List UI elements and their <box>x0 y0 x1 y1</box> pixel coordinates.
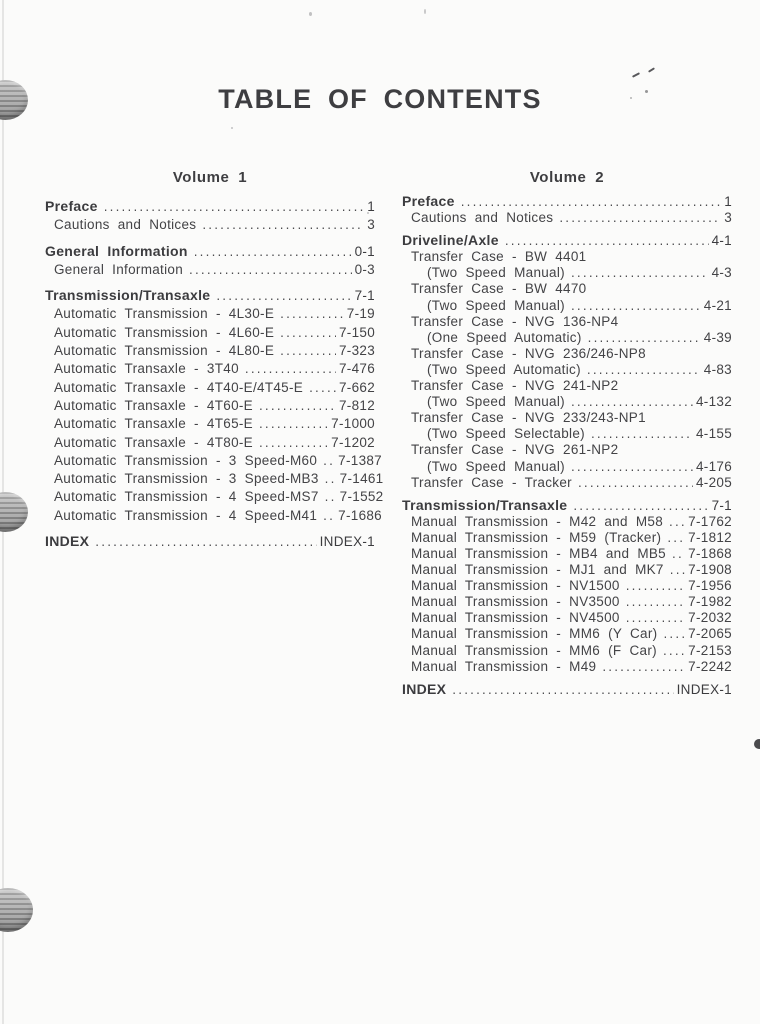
toc-entry-row <box>402 530 732 546</box>
leader-dots <box>325 470 337 488</box>
entry-label: Transfer Case - NVG 136-NP4 <box>411 313 619 329</box>
entry-page: 7-1 <box>711 497 732 513</box>
entry-label: Manual Transmission - M49 <box>411 658 597 674</box>
leader-dots <box>663 626 685 642</box>
entry-label: Manual Transmission - MJ1 and MK7 <box>411 562 664 578</box>
toc-entry-continuation <box>402 298 732 314</box>
entry-page: 7-19 <box>346 306 375 322</box>
entry-sublabel: (Two Speed Manual) <box>427 394 565 410</box>
leader-dots <box>309 379 336 397</box>
volume2-heading: Volume 2 <box>529 169 605 186</box>
leader-dots <box>573 497 708 514</box>
entry-label: Driveline/Axle <box>402 232 499 249</box>
toc-columns <box>0 169 760 698</box>
entry-page: 7-323 <box>338 343 375 359</box>
toc-entry-row <box>45 452 382 470</box>
entry-page: 7-150 <box>338 324 375 340</box>
entry-label: Transfer Case - NVG 236/246-NP8 <box>411 345 646 361</box>
entry-label: Automatic Transmission - 3 Speed-M60 <box>54 452 318 468</box>
entry-sublabel: (Two Speed Manual) <box>427 458 565 474</box>
leader-dots <box>602 659 685 675</box>
leader-dots <box>578 475 693 491</box>
entry-label: Preface <box>402 193 455 209</box>
entry-label: Transmission/Transaxle <box>402 496 568 513</box>
scan-speck <box>309 12 312 16</box>
scan-speck <box>645 90 648 93</box>
entry-page: 1 <box>724 194 732 209</box>
toc-entry-row <box>402 578 732 594</box>
toc-entry-row <box>45 242 375 261</box>
toc-entry-row <box>45 470 384 488</box>
entry-label: Automatic Transmission - 4 Speed-M41 <box>54 507 318 523</box>
leader-dots <box>452 681 673 698</box>
entry-page: 7-812 <box>338 397 375 413</box>
entry-label: Transfer Case - NVG 241-NP2 <box>411 378 619 394</box>
entry-label: Automatic Transmission - 4L80-E <box>54 343 275 359</box>
entry-label: Manual Transmission - M42 and M58 <box>411 513 663 529</box>
entry-page: 7-1000 <box>331 416 375 432</box>
toc-entry-row <box>45 342 375 360</box>
entry-label: Manual Transmission - NV1500 <box>411 578 620 594</box>
entry-label: Manual Transmission - M59 (Tracker) <box>411 529 662 545</box>
entry-page: 1 <box>367 199 375 214</box>
entry-page: 7-662 <box>338 379 375 395</box>
entry-label: Automatic Transmission - 3 Speed-MB3 <box>54 471 319 487</box>
entry-page: 7-2242 <box>688 658 732 674</box>
entry-page: 7-1868 <box>688 545 732 561</box>
toc-entry-row <box>402 378 732 394</box>
leader-dots <box>670 562 685 578</box>
entry-page: 4-176 <box>695 458 732 474</box>
entry-label: Cautions and Notices <box>411 210 554 226</box>
toc-entry-row <box>402 193 732 210</box>
toc-entry-row <box>45 397 375 415</box>
entry-label: Preface <box>45 198 98 214</box>
entry-page: 4-83 <box>703 361 732 377</box>
leader-dots <box>571 265 709 281</box>
entry-label: Automatic Transaxle - 4T65-E <box>54 416 253 432</box>
entry-page: 7-1 <box>354 288 375 304</box>
page-title: TABLE OF CONTENTS <box>218 84 542 114</box>
toc-entry-row <box>402 643 732 659</box>
toc-entry-row <box>402 281 732 297</box>
entry-label: Transfer Case - NVG 261-NP2 <box>411 442 619 458</box>
entry-label: Manual Transmission - NV4500 <box>411 610 620 626</box>
entry-page: 4-3 <box>711 265 732 281</box>
toc-entry-continuation <box>402 265 732 281</box>
leader-dots <box>216 286 351 305</box>
toc-entry-row <box>402 562 732 578</box>
entry-label: General Information <box>54 261 184 277</box>
entry-page: 7-1982 <box>688 594 732 610</box>
entry-page: 3 <box>367 217 375 233</box>
toc-entry-continuation <box>402 362 732 378</box>
leader-dots <box>669 514 685 530</box>
binder-hole-bottom <box>0 888 33 932</box>
toc-entry-row <box>402 546 732 562</box>
toc-entry-row <box>45 415 375 433</box>
leader-dots <box>461 193 721 210</box>
entry-label: Automatic Transaxle - 4T40-E/4T45-E <box>54 379 304 395</box>
entry-label: Automatic Transmission - 4 Speed-MS7 <box>54 489 319 505</box>
entry-page: 4-205 <box>695 474 732 490</box>
entry-label: General Information <box>45 242 188 259</box>
toc-entry-row <box>45 197 375 216</box>
toc-entry-row <box>45 488 384 506</box>
entry-page: 7-1908 <box>688 562 732 578</box>
toc-entry-row <box>45 360 375 378</box>
leader-dots <box>663 643 685 659</box>
entry-page: 4-155 <box>695 426 732 442</box>
leader-dots <box>194 242 352 261</box>
toc-entry-row <box>45 379 375 397</box>
entry-page: 7-1812 <box>688 529 732 545</box>
entry-page: 3 <box>724 210 732 226</box>
toc-entry-continuation <box>402 459 732 475</box>
leader-dots <box>559 210 721 226</box>
entry-label: Automatic Transmission - 4L60-E <box>54 324 275 340</box>
leader-dots <box>672 546 685 562</box>
leader-dots <box>104 197 364 216</box>
entry-sublabel: (Two Speed Automatic) <box>427 361 581 377</box>
entry-page: 7-1202 <box>331 434 375 450</box>
leader-dots <box>626 610 685 626</box>
toc-entry-row <box>45 434 375 452</box>
entry-page: 7-476 <box>338 361 375 377</box>
entry-label: Automatic Transmission - 4L30-E <box>54 306 275 322</box>
entry-sublabel: (Two Speed Selectable) <box>427 426 585 442</box>
toc-entry-row <box>402 681 732 698</box>
entry-page: 7-1956 <box>688 578 732 594</box>
toc-entry-row <box>402 514 732 530</box>
toc-entry-row <box>402 497 732 514</box>
toc-entry-row <box>45 261 375 279</box>
entry-label: Transfer Case - BW 4401 <box>411 249 587 265</box>
entry-page: 4-21 <box>703 297 732 313</box>
volume1-column <box>45 169 384 698</box>
entry-page: 7-1686 <box>338 507 382 523</box>
entry-page: 7-2153 <box>688 642 732 658</box>
entry-page: INDEX-1 <box>319 534 375 550</box>
leader-dots <box>259 415 328 433</box>
entry-label: Transmission/Transaxle <box>45 287 211 304</box>
toc-entry-row <box>45 305 375 323</box>
entry-label: Manual Transmission - MM6 (F Car) <box>411 642 657 658</box>
entry-page: 7-2065 <box>688 626 732 642</box>
leader-dots <box>325 488 337 506</box>
entry-page: 4-39 <box>703 329 732 345</box>
entry-sublabel: (One Speed Automatic) <box>427 329 582 345</box>
leader-dots <box>189 261 352 279</box>
toc-entry-row <box>402 210 732 226</box>
leader-dots <box>323 452 335 470</box>
scan-speck <box>630 97 632 99</box>
entry-page: 7-1387 <box>338 452 382 468</box>
leader-dots <box>587 362 701 378</box>
entry-page: INDEX-1 <box>676 681 732 697</box>
entry-label: Cautions and Notices <box>54 217 197 233</box>
leader-dots <box>259 397 336 415</box>
entry-page: 4-132 <box>695 394 732 410</box>
entry-label: Transfer Case - Tracker <box>411 474 572 490</box>
leader-dots <box>280 342 336 360</box>
toc-entry-row <box>402 314 732 330</box>
leader-dots <box>202 216 364 234</box>
leader-dots <box>626 578 685 594</box>
scan-speck <box>231 127 233 129</box>
toc-entry-row <box>45 324 375 342</box>
entry-page: 7-2032 <box>688 610 732 626</box>
leader-dots <box>571 394 693 410</box>
toc-entry-row <box>402 659 732 675</box>
leader-dots <box>323 507 335 525</box>
scan-speck <box>367 212 369 214</box>
leader-dots <box>588 330 701 346</box>
entry-page: 0-3 <box>354 261 375 277</box>
entry-label: Automatic Transaxle - 4T60-E <box>54 397 253 413</box>
leader-dots <box>259 434 328 452</box>
toc-entry-row <box>45 216 375 234</box>
entry-label: INDEX <box>402 680 447 697</box>
leader-dots <box>571 459 693 475</box>
entry-label: Automatic Transaxle - 3T40 <box>54 361 239 377</box>
toc-entry-row <box>402 232 732 249</box>
leader-dots <box>571 298 701 314</box>
toc-entry-row <box>402 626 732 642</box>
scan-speck <box>754 739 760 749</box>
entry-label: Manual Transmission - MM6 (Y Car) <box>411 626 658 642</box>
toc-entry-row <box>402 594 732 610</box>
entry-label: Transfer Case - NVG 233/243-NP1 <box>411 410 646 426</box>
toc-entry-row <box>402 475 732 491</box>
entry-label: Manual Transmission - MB4 and MB5 <box>411 545 666 561</box>
toc-entry-row <box>45 507 382 525</box>
toc-entry-row <box>402 410 732 426</box>
toc-entry-row <box>402 249 732 265</box>
toc-entry-row <box>402 346 732 362</box>
volume2-column <box>402 169 732 698</box>
toc-entry-row <box>402 610 732 626</box>
toc-entry-row <box>45 532 375 551</box>
toc-entry-continuation <box>402 426 732 442</box>
toc-entry-row <box>45 286 375 305</box>
leader-dots <box>667 530 685 546</box>
entry-sublabel: (Two Speed Manual) <box>427 265 565 281</box>
leader-dots <box>626 594 685 610</box>
entry-page: 7-1552 <box>339 489 384 505</box>
toc-entry-row <box>402 442 732 458</box>
entry-label: Manual Transmission - NV3500 <box>411 594 620 610</box>
entry-label: INDEX <box>45 533 90 550</box>
entry-page: 4-1 <box>711 233 732 249</box>
leader-dots <box>591 426 693 442</box>
leader-dots <box>95 532 316 551</box>
toc-entry-continuation <box>402 394 732 410</box>
entry-sublabel: (Two Speed Manual) <box>427 297 565 313</box>
entry-page: 7-1762 <box>688 513 732 529</box>
leader-dots <box>245 360 336 378</box>
entry-label: Automatic Transaxle - 4T80-E <box>54 434 253 450</box>
entry-page: 0-1 <box>354 243 375 259</box>
scan-speck <box>424 9 426 14</box>
leader-dots <box>505 232 709 249</box>
toc-entry-continuation <box>402 330 732 346</box>
leader-dots <box>280 324 336 342</box>
volume1-heading: Volume 1 <box>172 169 248 186</box>
entry-label: Transfer Case - BW 4470 <box>411 281 587 297</box>
leader-dots <box>280 305 344 323</box>
entry-page: 7-1461 <box>339 471 384 487</box>
